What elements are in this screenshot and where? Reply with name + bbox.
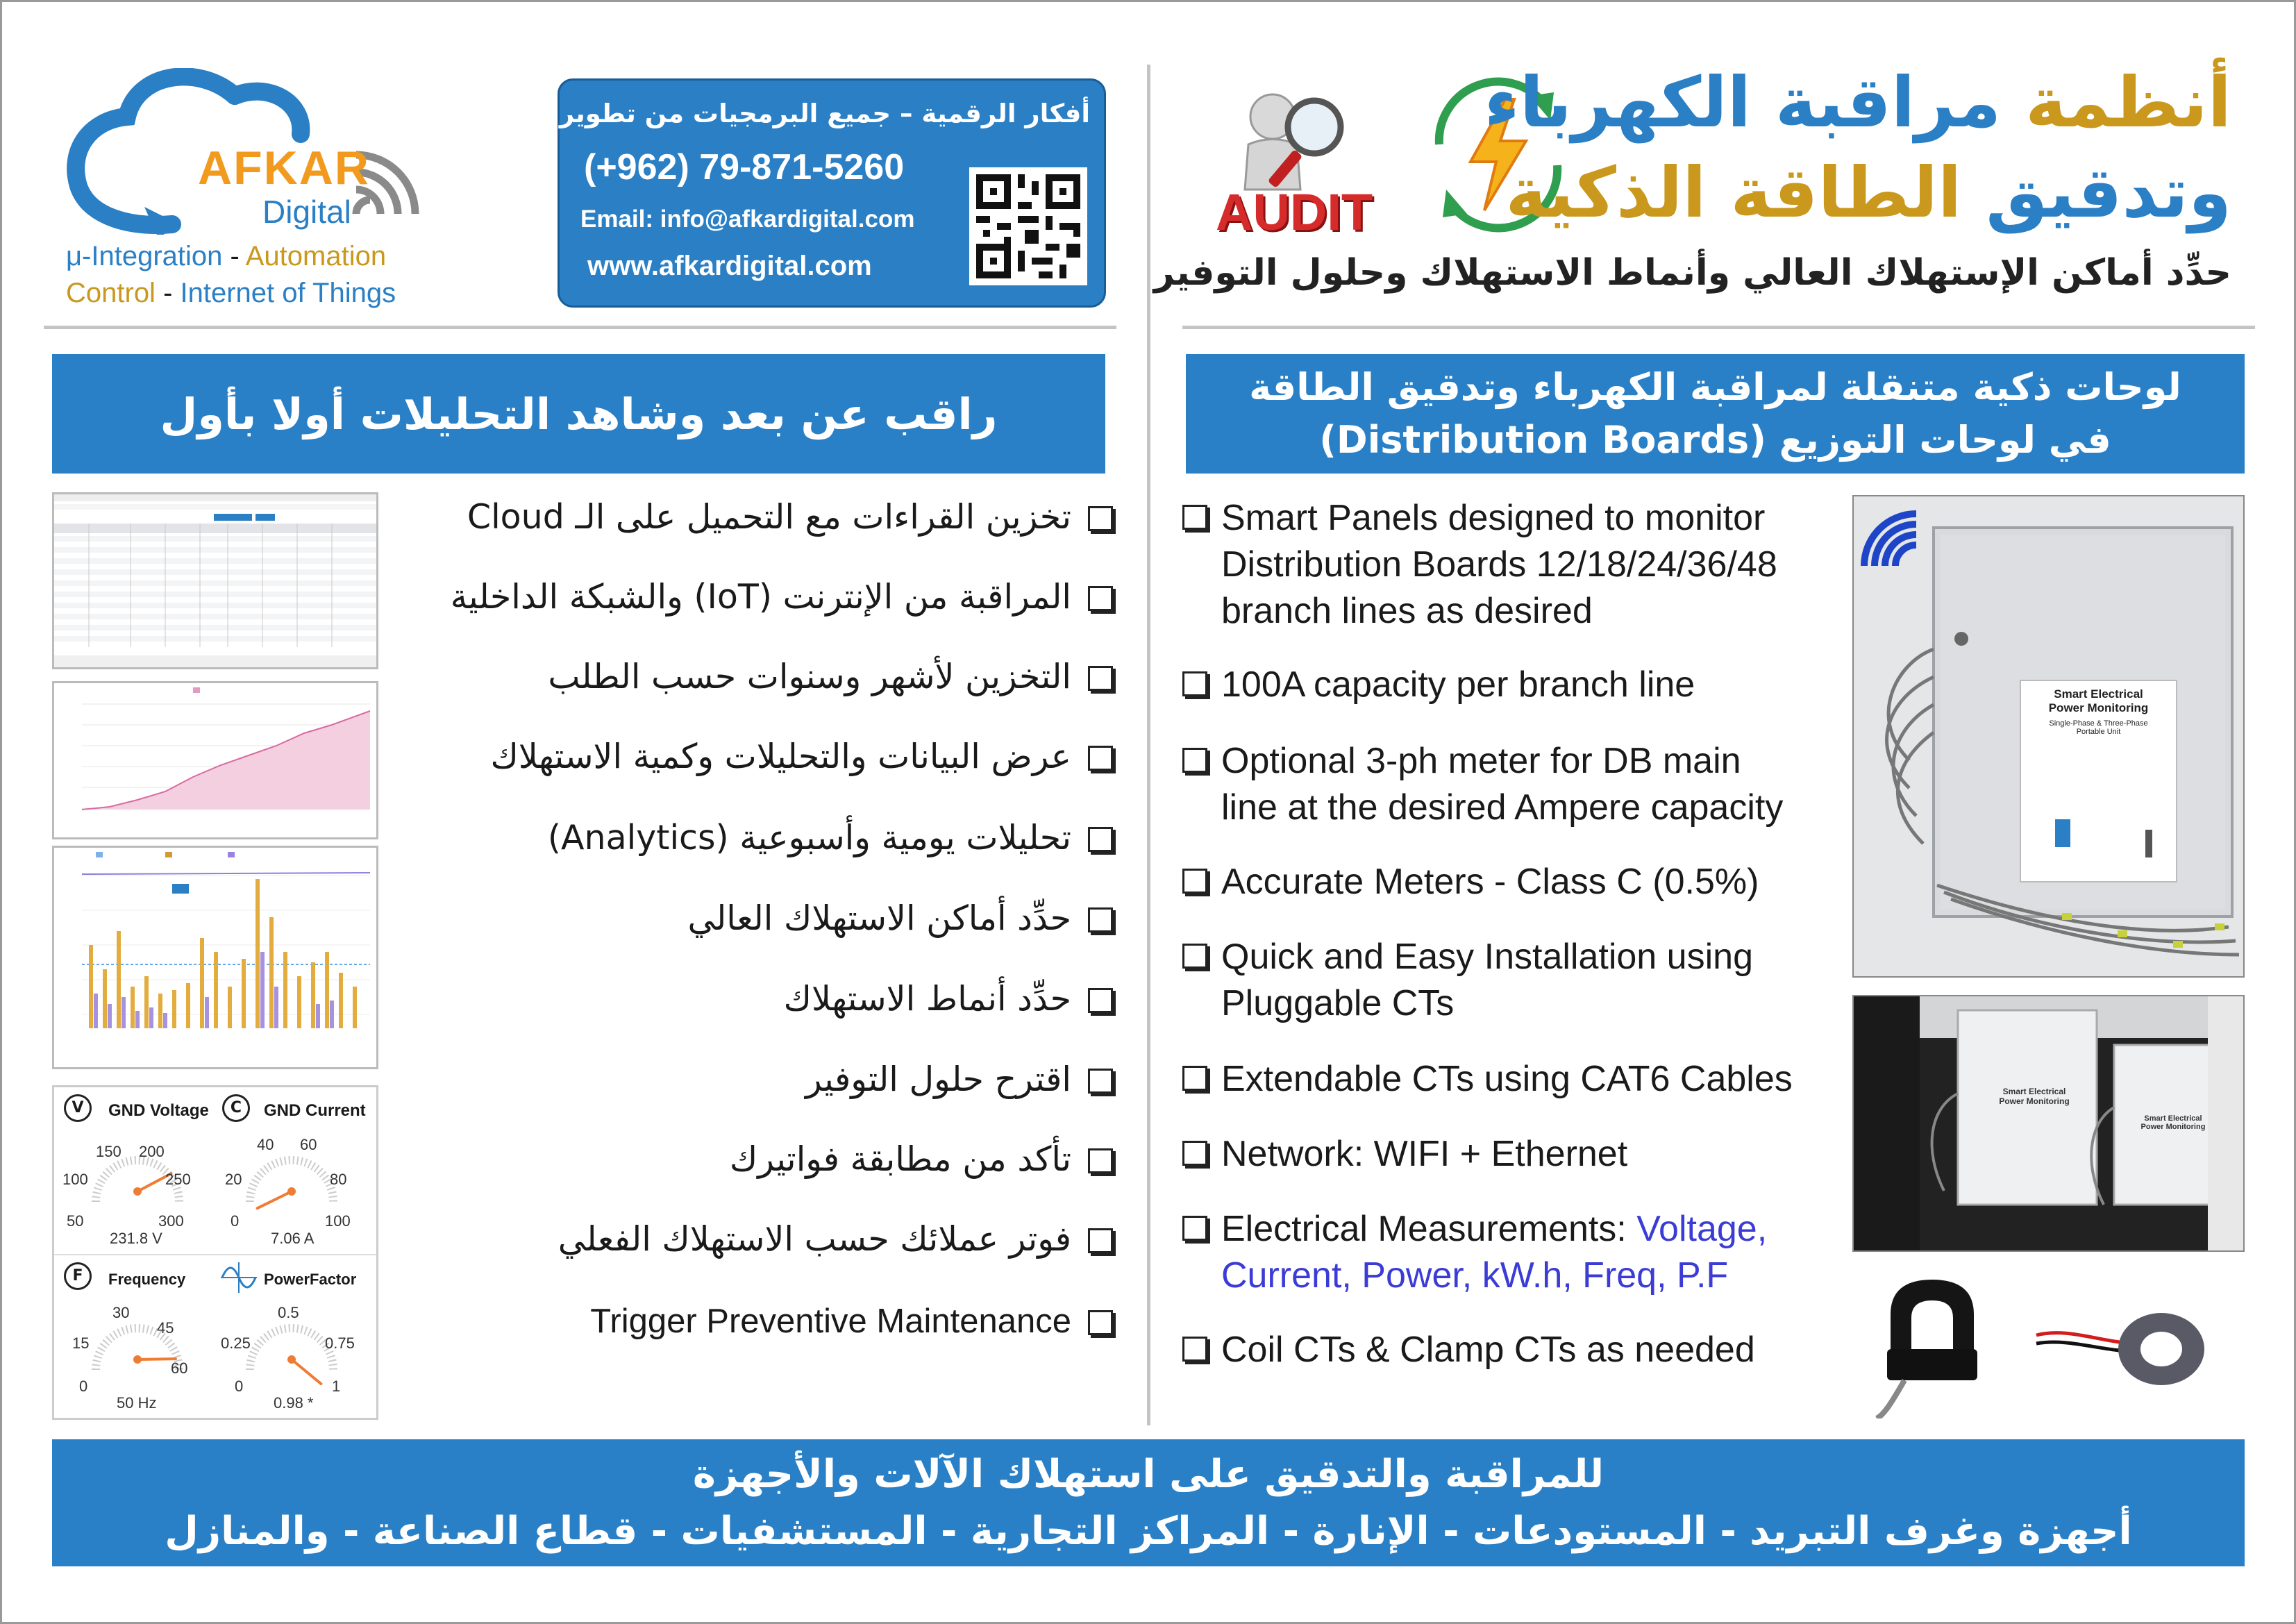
checkbox-icon (1088, 1228, 1113, 1253)
coil-ct-icon (2029, 1300, 2217, 1391)
gauge-frequency: F Frequency 0 15 30 45 60 50 Hz (54, 1255, 215, 1422)
feature-item: Coil CTs & Clamp CTs as needed (1182, 1327, 1849, 1373)
logo-tagline-1: μ-Integration - Automation (66, 241, 387, 271)
gauges-panel (52, 1085, 378, 1420)
current-gauge-needle (258, 1191, 292, 1208)
analytics-item: التخزين لأشهر وسنوات حسب الطلب (391, 656, 1113, 698)
right-banner-line-1: لوحات ذكية متنقلة لمراقبة الكهرباء وتدقيق الطاقة (1249, 365, 2181, 409)
right-banner-line-2: في لوحات التوزيع (Distribution Boards) (1319, 418, 2111, 462)
portable-unit-photo (1852, 495, 2245, 978)
feature-list (1182, 495, 1849, 1391)
analytics-item: عرض البيانات والتحليلات وكمية الاستهلاك (391, 736, 1113, 778)
feature-item: Extendable CTs using CAT6 Cables (1182, 1056, 1849, 1103)
gauge-voltage: V GND Voltage 50 100 150 200 250 300 231.8 V (54, 1087, 215, 1254)
box-label-small: Smart Electrical Power Monitoring (1999, 1087, 2070, 1106)
contact-heading: أفكار الرقمية – جميع البرمجيات من تطويرنا (540, 99, 1090, 128)
vertical-divider (1147, 65, 1150, 1425)
horizontal-divider-right (1182, 326, 2255, 329)
bottom-banner (52, 1439, 2245, 1566)
feature-item: Optional 3-ph meter for DB main line at the desired Ampere capacity (1182, 738, 1849, 831)
data-table-screenshot (52, 492, 378, 669)
checkbox-icon (1182, 505, 1207, 530)
clamp-ct-icon (1863, 1273, 2002, 1418)
left-banner (52, 354, 1105, 474)
feature-item: Network: WIFI + Ethernet (1182, 1131, 1849, 1178)
checkbox-icon (1088, 666, 1113, 691)
checkbox-icon (1182, 1066, 1207, 1091)
checkbox-icon (1088, 827, 1113, 852)
audit-illustration (1210, 78, 1377, 245)
voltage-badge-icon: V (64, 1094, 92, 1122)
gauge-current: C GND Current 0 20 40 60 80 100 7.06 A (215, 1087, 376, 1254)
analytics-item: تحليلات يومية وأسبوعية (Analytics) (391, 817, 1113, 859)
checkbox-icon (1088, 746, 1113, 771)
analytics-item: حدِّد أماكن الاستهلاك العالي (391, 898, 1113, 939)
main-title-line-1: أنظمة مراقبة الكهرباء (1484, 62, 2231, 143)
energy-line-chart-screenshot (52, 681, 378, 839)
logo-sub: Digital (262, 194, 351, 230)
feature-item: Quick and Easy Installation using Pluggable CTs (1182, 934, 1849, 1027)
analytics-item: اقترح حلول التوفير (391, 1059, 1113, 1100)
main-title-line-2: وتدقيق الطاقة الذكية (1505, 152, 2231, 233)
box-label-small-2: Smart Electrical Power Monitoring (2140, 1114, 2206, 1131)
checkbox-icon (1088, 586, 1113, 611)
feature-item: Smart Panels designed to monitor Distribution Boards 12/18/24/36/48 branch lines as desired (1182, 495, 1849, 635)
energy-bar-chart-screenshot (52, 846, 378, 1069)
logo-tagline-2: Control - Internet of Things (66, 278, 396, 308)
audit-label: AUDIT (1216, 183, 1373, 241)
left-banner-text: راقب عن بعد وشاهد التحليلات أولا بأول (160, 388, 998, 440)
logo-name: AFKAR (198, 142, 370, 194)
analytics-item: تخزين القراءات مع التحميل على الـ Cloud (391, 496, 1113, 538)
subtitle: حدِّد أماكن الإستهلاك العالي وأنماط الاستهلاك وحلول التوفير (1153, 252, 2231, 294)
checkbox-icon (1182, 1141, 1207, 1166)
analytics-list (391, 496, 1113, 1357)
feature-item: Accurate Meters - Class C (0.5%) (1182, 859, 1849, 905)
checkbox-icon (1088, 1310, 1113, 1335)
checkbox-icon (1182, 671, 1207, 696)
horizontal-divider-left (44, 326, 1116, 329)
checkbox-icon (1088, 506, 1113, 531)
contact-phone[interactable]: (+962) 79-871-5260 (584, 147, 905, 187)
powerfactor-gauge-needle (292, 1359, 321, 1384)
checkbox-icon (1088, 1069, 1113, 1094)
checkbox-icon (1182, 748, 1207, 773)
checkbox-icon (1182, 944, 1207, 969)
bottom-banner-line-2: أجهزة وغرف التبريد - المستودعات - الإنارة - المراكز التجارية - المستشفيات - قطاع الصناعة - والمنازل (165, 1508, 2132, 1554)
contact-email[interactable]: Email: info@afkardigital.com (580, 206, 915, 233)
right-banner (1186, 354, 2245, 474)
checkbox-icon (1182, 1337, 1207, 1362)
analytics-item: فوتر عملائك حسب الاستهلاك الفعلي (391, 1219, 1113, 1260)
current-badge-icon: C (222, 1094, 250, 1122)
analytics-item: حدِّد أنماط الاستهلاك (391, 978, 1113, 1020)
checkbox-icon (1088, 1148, 1113, 1173)
analytics-item: المراقبة من الإنترنت (IoT) والشبكة الداخلية (391, 576, 1113, 618)
analytics-item: تأكد من مطابقة فواتيرك (391, 1139, 1113, 1180)
afkar-logo (51, 68, 467, 311)
qr-code-icon[interactable] (969, 167, 1087, 285)
feature-item: Electrical Measurements: Voltage, Current, Power, kW.h, Freq, P.F (1182, 1206, 1849, 1299)
contact-box (540, 78, 1106, 308)
checkbox-icon (1088, 907, 1113, 932)
feature-item: 100A capacity per branch line (1182, 662, 1849, 708)
bottom-banner-line-1: للمراقبة والتدقيق على استهلاك الآلات والأجهزة (692, 1451, 1604, 1497)
box-label: Smart Electrical Power Monitoring Single-Phase & Three-Phase Portable Unit (2048, 687, 2149, 736)
sine-wave-icon (219, 1261, 258, 1294)
checkbox-icon (1182, 1216, 1207, 1241)
frequency-badge-icon: F (64, 1262, 92, 1290)
gauge-powerfactor: PowerFactor 0 0.25 0.5 0.75 1 0.98 * (215, 1255, 376, 1422)
installed-units-photo (1852, 995, 2245, 1252)
checkbox-icon (1182, 869, 1207, 894)
checkbox-icon (1088, 988, 1113, 1013)
contact-website[interactable]: www.afkardigital.com (587, 251, 872, 281)
analytics-item: Trigger Preventive Maintenance (391, 1300, 1113, 1342)
